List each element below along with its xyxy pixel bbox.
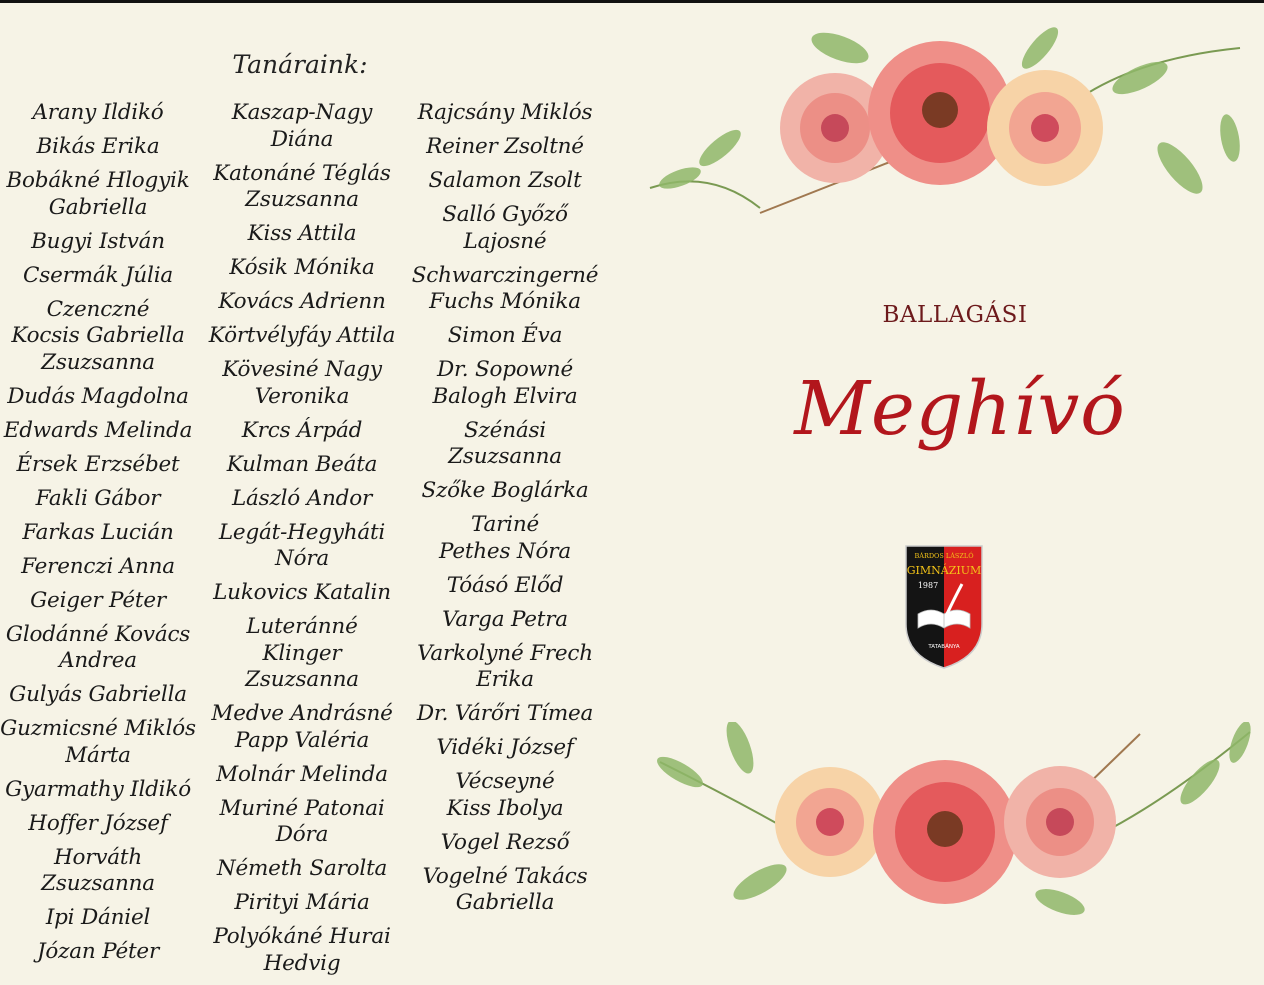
teacher-name: Varga Petra (442, 606, 568, 632)
teacher-name: Edwards Melinda (3, 417, 193, 443)
teacher-name: Krcs Árpád (241, 417, 363, 443)
rose-right (987, 70, 1103, 186)
teacher-name: Bikás Erika (36, 134, 160, 159)
teacher-name: Guzmicsné Miklós Márta (0, 716, 196, 768)
teacher-name: Rajcsány Miklós (417, 100, 593, 125)
rose-left (775, 767, 885, 877)
floral-decoration-top (640, 18, 1260, 228)
teacher-name: Fakli Gábor (35, 485, 161, 511)
teacher-name: Dudás Magdolna (7, 383, 189, 409)
teacher-name: Vidéki József (436, 735, 574, 760)
rose-center (873, 760, 1017, 904)
top-border (0, 0, 1264, 3)
teachers-column-2 (204, 100, 400, 985)
teacher-name: Glodánné Kovács Andrea (5, 621, 191, 673)
title-meghivo: Meghívó (794, 366, 1126, 452)
teacher-name: Farkas Lucián (22, 519, 174, 545)
teacher-name: Vogel Rezső (440, 829, 570, 855)
crest-top-text: BÁRDOS LÁSZLÓ (914, 552, 974, 560)
school-crest (904, 544, 984, 670)
teacher-name: Ipi Dániel (45, 905, 151, 930)
teacher-name: Legát-Hegyháti Nóra (218, 519, 386, 571)
teacher-name: Dr. Várőri Tímea (416, 701, 594, 726)
teacher-name: Bobákné Hlogyik Gabriella (6, 168, 190, 220)
teacher-name: Józan Péter (36, 939, 160, 964)
teacher-name: Gulyás Gabriella (9, 682, 187, 707)
teacher-name: Medve Andrásné Papp Valéria (211, 701, 393, 753)
teacher-name: Körtvélyfáy Attila (208, 323, 396, 348)
teacher-name: Kaszap-Nagy Diána (231, 100, 373, 152)
teacher-name: Ferenczi Anna (21, 553, 175, 579)
teacher-name: Szénási Zsuzsanna (448, 417, 562, 469)
teacher-name: Hoffer József (28, 810, 168, 836)
teacher-name: Kövesiné Nagy Veronika (222, 357, 382, 409)
teacher-name: Németh Sarolta (216, 856, 388, 881)
teacher-name: Salló Győző Lajosné (442, 202, 568, 254)
teachers-heading: Tanáraink: (232, 50, 368, 79)
teacher-name: László Andor (231, 485, 373, 511)
teacher-name: Polyókáné Hurai Hedvig (213, 924, 391, 976)
teacher-name: Geiger Péter (30, 587, 166, 613)
teacher-name: Arany Ildikó (32, 100, 164, 125)
teacher-name: Simon Éva (447, 323, 563, 348)
teacher-name: Érsek Erzsébet (16, 451, 180, 477)
teacher-name: Dr. Sopowné Balogh Elvira (432, 357, 578, 409)
teacher-name: Luteránné Klinger Zsuzsanna (245, 614, 359, 692)
teachers-column-3 (410, 100, 600, 924)
floral-decoration-bottom (640, 722, 1260, 932)
crest-name: GIMNÁZIUM (906, 564, 982, 577)
crest-year: 1987 (917, 581, 939, 590)
teacher-name: Katonáné Téglás Zsuzsanna (213, 160, 391, 212)
teacher-name: Varkolyné Frech Erika (417, 640, 593, 692)
teacher-name: Vogelné Takács Gabriella (422, 863, 588, 915)
teacher-name: Tóásó Előd (446, 572, 564, 598)
teacher-name: Kósik Mónika (229, 255, 375, 280)
teacher-name: Tariné Pethes Nóra (439, 512, 571, 564)
teacher-name: Pirityi Mária (234, 890, 370, 915)
teacher-name: Vécseyné Kiss Ibolya (446, 769, 564, 821)
teachers-column-1 (0, 100, 196, 973)
teacher-name: Csermák Júlia (23, 262, 173, 288)
teacher-name: Muriné Patonai Dóra (219, 795, 385, 847)
teacher-name: Gyarmathy Ildikó (5, 776, 191, 802)
teacher-name: Szőke Boglárka (421, 478, 589, 503)
teacher-name: Salamon Zsolt (428, 168, 582, 193)
teacher-name: Reiner Zsoltné (426, 134, 584, 159)
teacher-name: Schwarczingerné Fuchs Mónika (411, 262, 599, 314)
teacher-name: Kovács Adrienn (218, 289, 386, 314)
teacher-name: Molnár Melinda (216, 761, 388, 787)
rose-right (1004, 766, 1116, 878)
subtitle-ballagasi: BALLAGÁSI (882, 302, 1028, 328)
teacher-name: Horváth Zsuzsanna (41, 844, 155, 896)
teacher-name: Czenczné Kocsis Gabriella Zsuzsanna (11, 296, 185, 375)
teacher-name: Kiss Attila (247, 221, 357, 246)
teacher-name: Lukovics Katalin (213, 580, 391, 605)
teacher-name: Bugyi István (31, 228, 165, 254)
crest-city: TATABÁNYA (928, 644, 960, 650)
teacher-name: Kulman Beáta (226, 451, 378, 477)
